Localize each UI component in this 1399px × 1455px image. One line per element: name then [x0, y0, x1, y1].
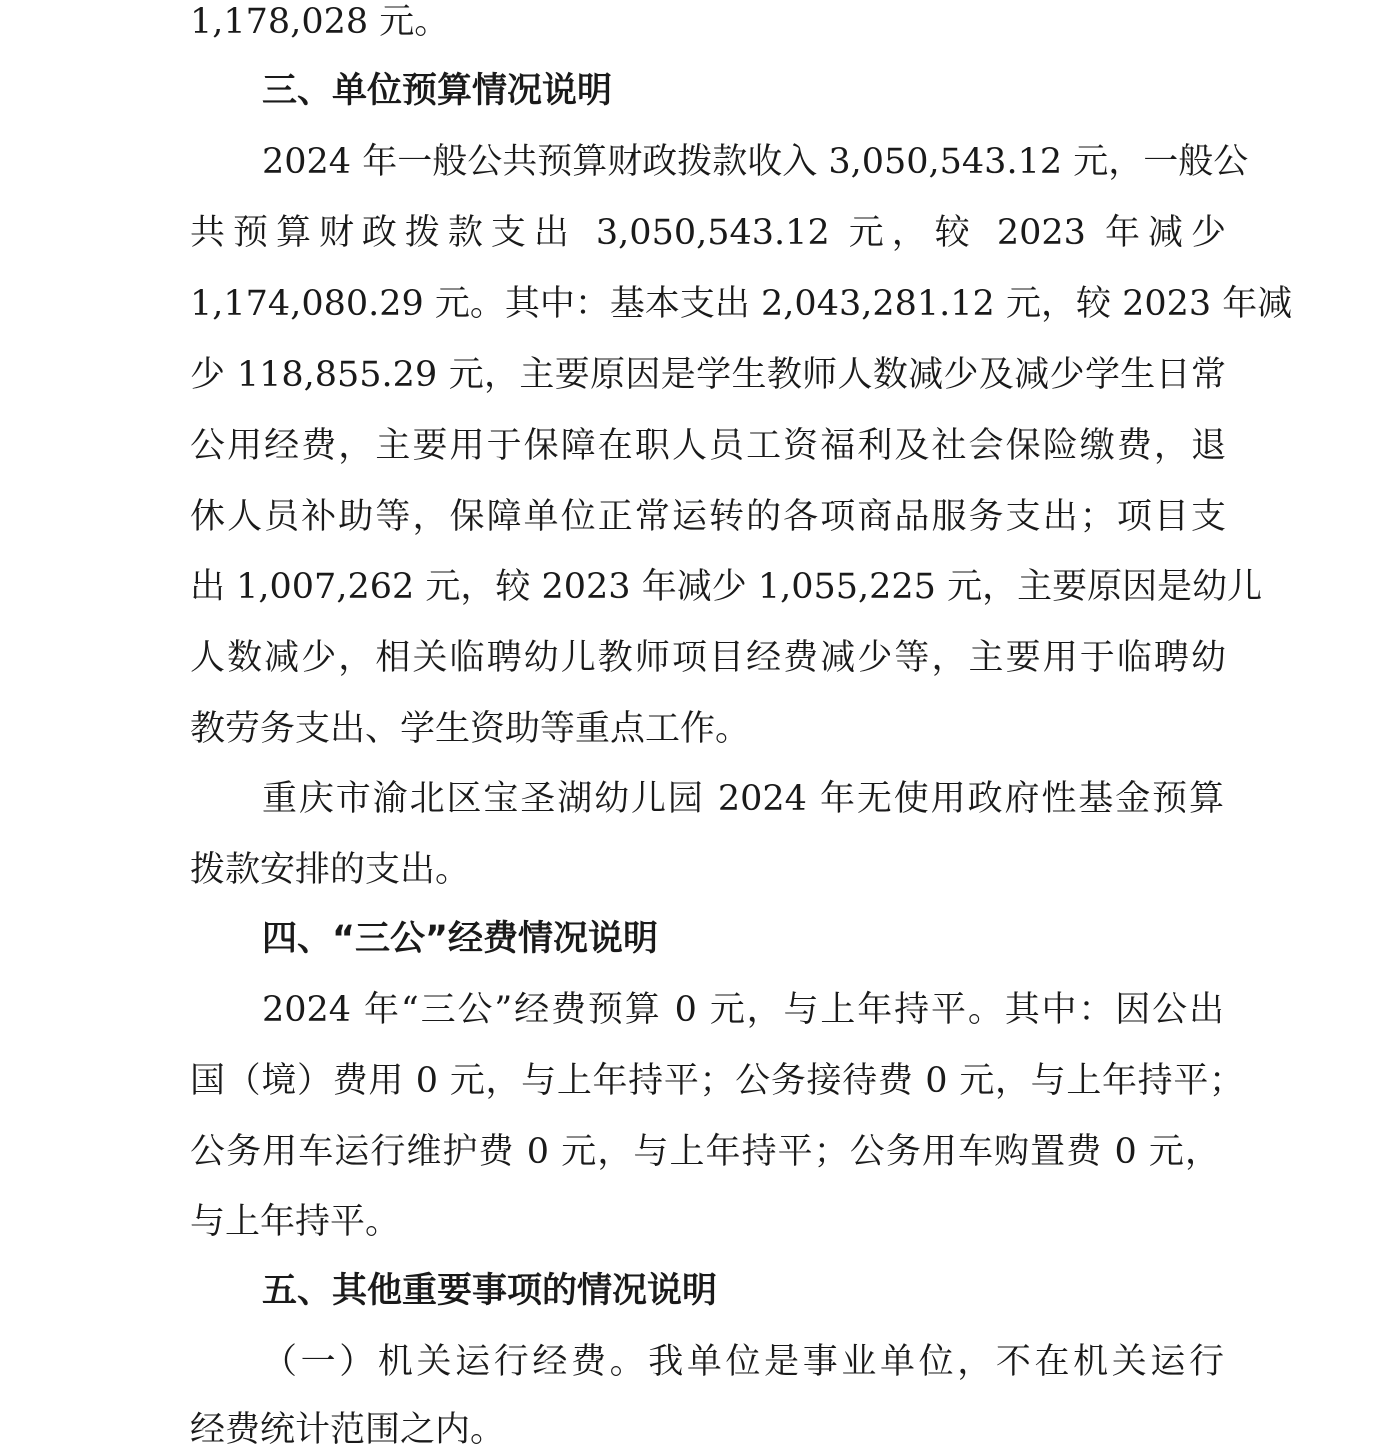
text-line: 教劳务支出、学生资助等重点工作。	[190, 709, 751, 749]
text-line: 与上年持平。	[190, 1202, 401, 1242]
text-line: 公务用车运行维护费 0 元，与上年持平；公务用车购置费 0 元，	[190, 1132, 1220, 1172]
section-heading-5: 五、其他重要事项的情况说明	[262, 1271, 718, 1311]
text-line: 人数减少，相关临聘幼儿教师项目经费减少等，主要用于临聘幼	[190, 638, 1226, 678]
text-line: （一）机关运行经费。我单位是事业单位，不在机关运行	[262, 1342, 1224, 1382]
text-line: 2024 年一般公共预算财政拨款收入 3,050,543.12 元，一般公	[262, 142, 1249, 182]
text-line: 公用经费，主要用于保障在职人员工资福利及社会保险缴费，退	[190, 426, 1226, 466]
text-line: 共预算财政拨款支出 3,050,543.12 元，较 2023 年减少	[190, 213, 1226, 253]
text-line: 休人员补助等，保障单位正常运转的各项商品服务支出；项目支	[190, 497, 1226, 537]
text-line: 国（境）费用 0 元，与上年持平；公务接待费 0 元，与上年持平；	[190, 1061, 1244, 1101]
text-line: 2024 年“三公”经费预算 0 元，与上年持平。其中：因公出	[262, 990, 1224, 1030]
text-line: 少 118,855.29 元，主要原因是学生教师人数减少及减少学生日常	[190, 355, 1226, 395]
text-line: 重庆市渝北区宝圣湖幼儿园 2024 年无使用政府性基金预算	[262, 779, 1224, 819]
section-heading-4: 四、“三公”经费情况说明	[262, 919, 659, 959]
section-heading-3: 三、单位预算情况说明	[262, 71, 613, 111]
text-line: 经费统计范围之内。	[190, 1410, 506, 1450]
text-line: 1,174,080.29 元。其中：基本支出 2,043,281.12 元，较 2023 年减	[190, 284, 1293, 324]
text-line: 拨款安排的支出。	[190, 850, 471, 890]
text-line: 1,178,028 元。	[190, 2, 450, 42]
text-line: 出 1,007,262 元，较 2023 年减少 1,055,225 元，主要原因是幼儿	[190, 567, 1263, 607]
